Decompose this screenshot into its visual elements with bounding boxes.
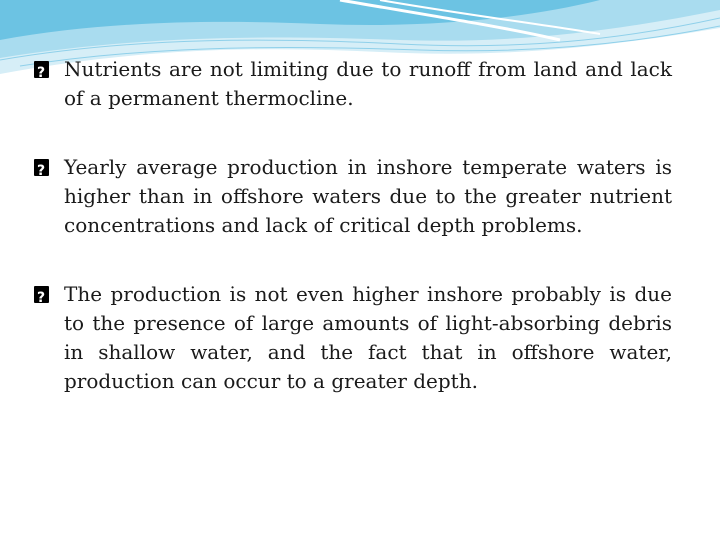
bullet-text: Nutrients are not limiting due to runoff from land and lack of a permanent thermocline.: [64, 57, 672, 110]
bullet-marker-icon: [34, 61, 49, 78]
bullet-marker-icon: [34, 286, 49, 303]
bullet-marker-icon: [34, 159, 49, 176]
bullet-item: [34, 153, 672, 240]
bullet-item: [34, 55, 672, 113]
slide-body: [34, 55, 672, 436]
bullet-item: [34, 280, 672, 396]
bullet-text: The production is not even higher inshore probably is due to the presence of large amounts of light-absorbing debris in shallow water, and the fact that in offshore water, production can occur to a greater depth.: [64, 282, 672, 393]
bullet-text: Yearly average production in inshore temperate waters is higher than in offshore waters due to the greater nutrient concentrations and lack of critical depth problems.: [64, 155, 672, 237]
